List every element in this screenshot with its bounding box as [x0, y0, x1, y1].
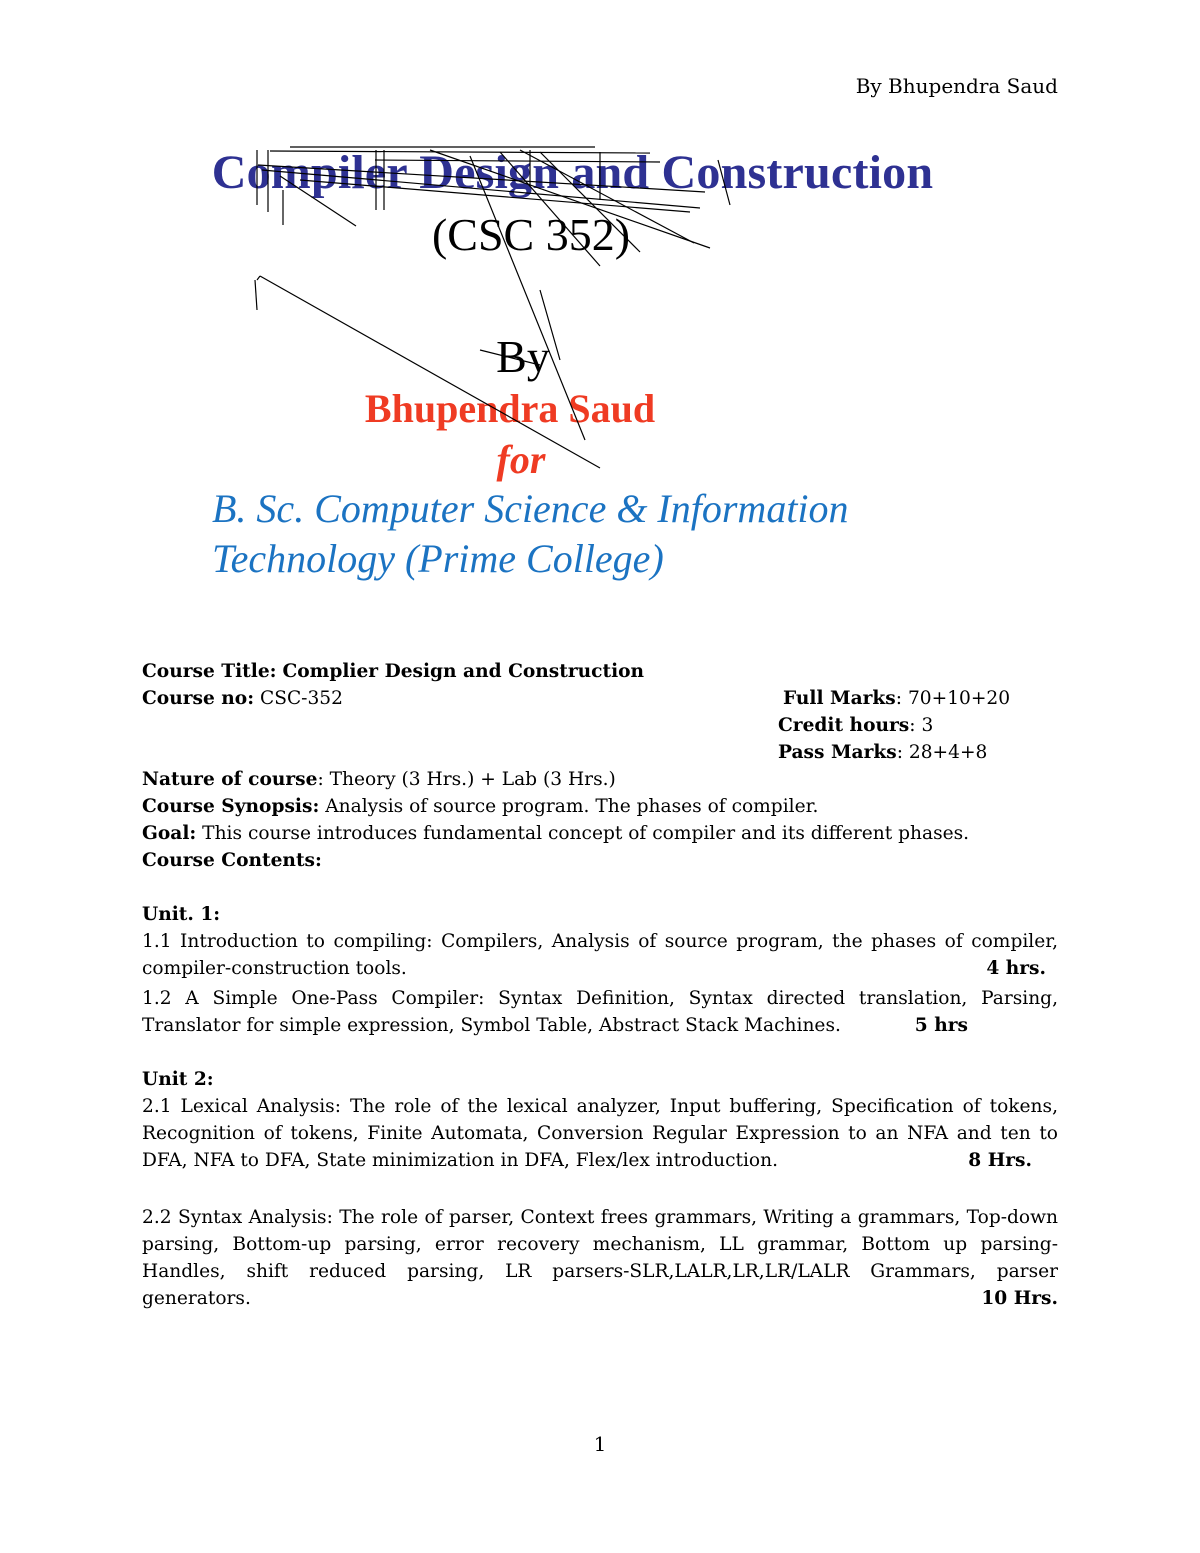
- unit-2-1-hours: 8 Hrs.: [968, 1150, 1032, 1171]
- unit-1-1: [142, 928, 1058, 982]
- nature-value: : Theory (3 Hrs.) + Lab (3 Hrs.): [317, 769, 616, 790]
- course-no-label: Course no:: [142, 688, 255, 709]
- nature-row: [142, 766, 1058, 793]
- unit-2-2: [142, 1204, 1058, 1312]
- unit-2-1: [142, 1093, 1058, 1174]
- unit-2-2-hours: 10 Hrs.: [981, 1288, 1058, 1309]
- page-number: 1: [593, 1432, 607, 1456]
- unit-1-2-text: 1.2 A Simple One-Pass Compiler: Syntax Definition, Syntax directed translation, Parsing, Translator for simple expression, Symbol Table, Abstract Stack Machines.: [142, 988, 1058, 1036]
- goal-label: Goal:: [142, 823, 197, 844]
- cover-program-line-2: Technology (Prime College): [212, 536, 664, 581]
- full-marks-label: Full Marks: [783, 688, 896, 709]
- credit-hours-row: [142, 712, 1058, 739]
- pass-marks-row: [142, 739, 1058, 766]
- cover-by: By: [496, 331, 550, 382]
- synopsis-label: Course Synopsis:: [142, 796, 320, 817]
- unit-1-heading: [142, 901, 1058, 928]
- pass-marks-label: Pass Marks: [778, 742, 897, 763]
- unit-1-2: [142, 985, 1058, 1039]
- unit-2-heading: [142, 1066, 1058, 1093]
- course-title-row: [142, 658, 1058, 685]
- cover-author: Bhupendra Saud: [364, 386, 656, 431]
- credit-hours-value: : 3: [909, 715, 934, 736]
- pass-marks-value: : 28+4+8: [896, 742, 988, 763]
- cover-program-line-1: B. Sc. Computer Science & Information: [212, 486, 849, 531]
- course-no-value: CSC-352: [254, 688, 343, 709]
- course-title-value: Complier Design and Construction: [282, 661, 645, 682]
- course-no-row: [142, 685, 1058, 712]
- cover-title: Compiler Design and Construction: [211, 146, 934, 199]
- cover-for: for: [496, 437, 546, 482]
- nature-label: Nature of course: [142, 769, 318, 790]
- unit-1-label: Unit. 1:: [142, 904, 221, 925]
- course-title-label: Course Title:: [142, 661, 277, 682]
- contents-label: Course Contents:: [142, 850, 322, 871]
- unit-1-2-hours: 5 hrs: [914, 1015, 968, 1036]
- unit-1-1-text: 1.1 Introduction to compiling: Compilers, Analysis of source program, the phases of compiler, compiler-construction tools.: [142, 931, 1058, 979]
- unit-1-1-hours: 4 hrs.: [986, 958, 1046, 979]
- course-details: [142, 658, 1058, 1312]
- synopsis-value: Analysis of source program. The phases of compiler.: [319, 796, 819, 817]
- unit-2-1-text: 2.1 Lexical Analysis: The role of the lexical analyzer, Input buffering, Specification of tokens, Recognition of tokens, Finite Automata, Conversion Regular Expression to an NFA and ten to DFA, NFA to DFA, State minimization in DFA, Flex/lex introduction.: [142, 1096, 1058, 1171]
- full-marks-value: : 70+10+20: [895, 688, 1011, 709]
- unit-2-label: Unit 2:: [142, 1069, 214, 1090]
- synopsis-row: [142, 793, 1058, 820]
- cover-stroke-artifacts: [0, 0, 1200, 620]
- unit-2-2-text: 2.2 Syntax Analysis: The role of parser, Context frees grammars, Writing a grammars, Top-down parsing, Bottom-up parsing, error recovery mechanism, LL grammar, Bottom up parsing-Handles, shift reduced parsing, LR parsers-SLR,LALR,LR,LR/LALR Grammars, parser generators.: [142, 1207, 1058, 1309]
- contents-row: [142, 847, 1058, 874]
- cover-course-code: (CSC 352): [431, 209, 631, 260]
- page-header-author: By Bhupendra Saud: [855, 74, 1058, 98]
- goal-row: [142, 820, 1058, 847]
- goal-value: This course introduces fundamental concept of compiler and its different phases.: [196, 823, 970, 844]
- credit-hours-label: Credit hours: [778, 715, 910, 736]
